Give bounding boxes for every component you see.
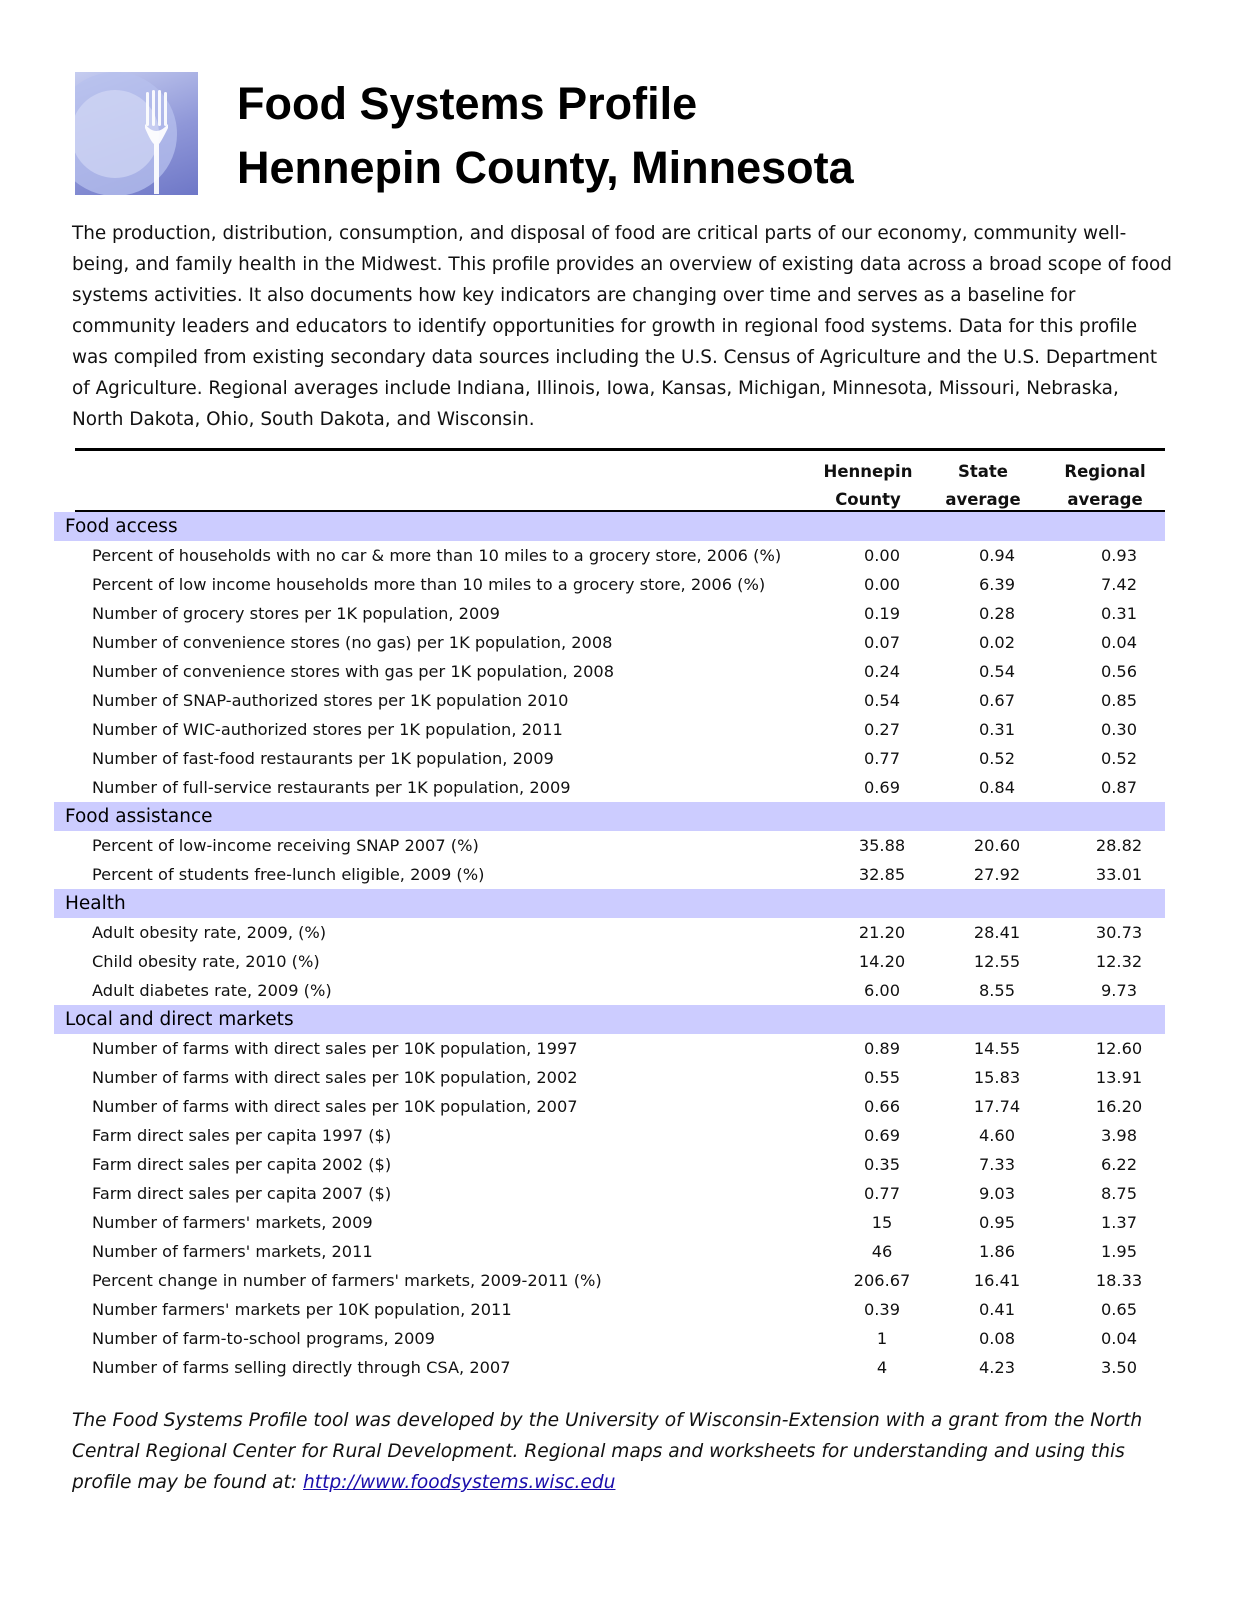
column-header-county: Hennepin County	[823, 462, 913, 509]
table-row	[54, 1179, 1165, 1208]
regional-value: 16.20	[1095, 1097, 1143, 1116]
county-value: 0.55	[863, 1068, 901, 1087]
row-label: Child obesity rate, 2010 (%)	[92, 952, 320, 971]
regional-value: 28.82	[1095, 836, 1143, 855]
regional-value: 0.04	[1100, 633, 1138, 652]
regional-value: 0.87	[1100, 778, 1138, 797]
regional-value: 6.22	[1100, 1155, 1138, 1174]
table-row	[54, 1092, 1165, 1121]
regional-value: 18.33	[1095, 1271, 1143, 1290]
table-row	[54, 1150, 1165, 1179]
data-table	[54, 512, 1165, 1382]
table-row	[54, 1353, 1165, 1382]
county-value: 15	[871, 1213, 893, 1232]
county-value: 6.00	[863, 981, 901, 1000]
regional-value: 3.98	[1100, 1126, 1138, 1145]
table-row	[54, 599, 1165, 628]
county-value: 46	[871, 1242, 893, 1261]
row-label: Number of WIC-authorized stores per 1K population, 2011	[92, 720, 563, 739]
regional-value: 1.37	[1100, 1213, 1138, 1232]
regional-value: 33.01	[1095, 865, 1143, 884]
state-value: 6.39	[978, 575, 1016, 594]
county-value: 0.54	[863, 691, 901, 710]
row-label: Percent change in number of farmers' markets, 2009-2011 (%)	[92, 1271, 602, 1290]
row-label: Number of full-service restaurants per 1K population, 2009	[92, 778, 571, 797]
county-value: 0.27	[863, 720, 901, 739]
table-row	[54, 976, 1165, 1005]
county-value: 0.35	[863, 1155, 901, 1174]
county-value: 21.20	[858, 923, 906, 942]
county-value: 0.19	[863, 604, 901, 623]
row-label: Number of convenience stores with gas per 1K population, 2008	[92, 662, 615, 681]
intro-paragraph: The production, distribution, consumption, and disposal of food are critical parts of our economy, community well-being, and family health in the Midwest. This profile provides an overview of existing data across a broad scope of food systems activities. It also documents how key indicators are changing over time and serves as a baseline for community leaders and educators to identify opportunities for growth in regional food systems. Data for this profile was compiled from existing secondary data sources including the U.S. Census of Agriculture and the U.S. Department of Agriculture. Regional averages include Indiana, Illinois, Iowa, Kansas, Michigan, Minnesota, Missouri, Nebraska, North Dakota, Ohio, South Dakota, and Wisconsin.	[72, 223, 1172, 430]
state-value: 0.95	[978, 1213, 1016, 1232]
row-label: Number of convenience stores (no gas) per 1K population, 2008	[92, 633, 613, 652]
state-value: 0.84	[978, 778, 1016, 797]
county-value: 0.24	[863, 662, 901, 681]
regional-value: 13.91	[1095, 1068, 1143, 1087]
county-value: 0.77	[863, 749, 901, 768]
state-value: 17.74	[973, 1097, 1021, 1116]
regional-value: 0.56	[1100, 662, 1138, 681]
regional-value: 3.50	[1100, 1358, 1138, 1377]
county-value: 0.00	[863, 575, 901, 594]
state-value: 16.41	[973, 1271, 1021, 1290]
section-header: Local and direct markets	[54, 1005, 1165, 1034]
county-value: 0.89	[863, 1039, 901, 1058]
row-label: Farm direct sales per capita 2007 ($)	[92, 1184, 392, 1203]
county-value: 0.77	[863, 1184, 901, 1203]
regional-value: 0.85	[1100, 691, 1138, 710]
county-value: 0.69	[863, 1126, 901, 1145]
state-value: 0.41	[978, 1300, 1016, 1319]
title-line-2: Hennepin County, Minnesota	[237, 142, 854, 193]
county-value: 0.39	[863, 1300, 901, 1319]
row-label: Number of farmers' markets, 2011	[92, 1242, 373, 1261]
row-label: Number of fast-food restaurants per 1K population, 2009	[92, 749, 554, 768]
table-row	[54, 570, 1165, 599]
row-label: Number farmers' markets per 10K population, 2011	[92, 1300, 512, 1319]
row-label: Number of farms with direct sales per 10K population, 1997	[92, 1039, 578, 1058]
state-value: 14.55	[973, 1039, 1021, 1058]
footer-text: The Food Systems Profile tool was developed by the University of Wisconsin-Extension with a grant from the North Central Regional Center for Rural Development. Regional maps and worksheets for understanding and using this profile may be found at:	[72, 1410, 1143, 1493]
county-value: 206.67	[853, 1271, 911, 1290]
state-value: 0.54	[978, 662, 1016, 681]
state-value: 4.23	[978, 1358, 1016, 1377]
top-rule	[75, 448, 1165, 451]
county-value: 0.69	[863, 778, 901, 797]
state-value: 27.92	[973, 865, 1021, 884]
section-header: Food access	[54, 512, 1165, 541]
table-row	[54, 1034, 1165, 1063]
state-value: 7.33	[978, 1155, 1016, 1174]
regional-value: 30.73	[1095, 923, 1143, 942]
county-value: 4	[876, 1358, 888, 1377]
table-row	[54, 1295, 1165, 1324]
regional-value: 12.32	[1095, 952, 1143, 971]
regional-value: 0.30	[1100, 720, 1138, 739]
footer-note	[72, 1405, 1162, 1498]
fork-plate-icon	[75, 72, 198, 195]
regional-value: 8.75	[1100, 1184, 1138, 1203]
state-value: 8.55	[978, 981, 1016, 1000]
table-row	[54, 1237, 1165, 1266]
table-row	[54, 541, 1165, 570]
state-value: 0.02	[978, 633, 1016, 652]
table-row	[54, 657, 1165, 686]
county-value: 35.88	[858, 836, 906, 855]
state-value: 4.60	[978, 1126, 1016, 1145]
row-label: Percent of students free-lunch eligible, 2009 (%)	[92, 865, 485, 884]
table-row	[54, 1121, 1165, 1150]
table-row	[54, 628, 1165, 657]
table-row	[54, 1266, 1165, 1295]
county-value: 0.66	[863, 1097, 901, 1116]
regional-value: 0.04	[1100, 1329, 1138, 1348]
row-label: Number of farmers' markets, 2009	[92, 1213, 373, 1232]
table-row	[54, 1324, 1165, 1353]
regional-value: 1.95	[1100, 1242, 1138, 1261]
regional-value: 0.65	[1100, 1300, 1138, 1319]
row-label: Farm direct sales per capita 1997 ($)	[92, 1126, 392, 1145]
regional-value: 7.42	[1100, 575, 1138, 594]
row-label: Farm direct sales per capita 2002 ($)	[92, 1155, 392, 1174]
table-row	[54, 918, 1165, 947]
state-value: 0.52	[978, 749, 1016, 768]
table-row	[54, 744, 1165, 773]
regional-value: 0.93	[1100, 546, 1138, 565]
row-label: Number of farms with direct sales per 10K population, 2007	[92, 1097, 578, 1116]
state-value: 20.60	[973, 836, 1021, 855]
state-value: 0.28	[978, 604, 1016, 623]
state-value: 9.03	[978, 1184, 1016, 1203]
row-label: Number of farms selling directly through CSA, 2007	[92, 1358, 511, 1377]
table-row	[54, 1208, 1165, 1237]
table-row	[54, 860, 1165, 889]
table-row	[54, 686, 1165, 715]
state-value: 0.67	[978, 691, 1016, 710]
state-value: 28.41	[973, 923, 1021, 942]
row-label: Percent of households with no car & more than 10 miles to a grocery store, 2006 (%)	[92, 546, 782, 565]
row-label: Percent of low-income receiving SNAP 2007 (%)	[92, 836, 479, 855]
county-value: 0.07	[863, 633, 901, 652]
section-header: Health	[54, 889, 1165, 918]
row-label: Number of farm-to-school programs, 2009	[92, 1329, 435, 1348]
page-title	[237, 72, 854, 200]
row-label: Adult obesity rate, 2009, (%)	[92, 923, 327, 942]
state-value: 0.31	[978, 720, 1016, 739]
row-label: Number of farms with direct sales per 10K population, 2002	[92, 1068, 578, 1087]
title-line-1: Food Systems Profile	[237, 78, 698, 129]
county-value: 1	[876, 1329, 888, 1348]
row-label: Percent of low income households more than 10 miles to a grocery store, 2006 (%)	[92, 575, 766, 594]
county-value: 14.20	[858, 952, 906, 971]
state-value: 15.83	[973, 1068, 1021, 1087]
state-value: 12.55	[973, 952, 1021, 971]
regional-value: 9.73	[1100, 981, 1138, 1000]
table-row	[54, 1063, 1165, 1092]
table-row	[54, 773, 1165, 802]
state-value: 0.94	[978, 546, 1016, 565]
state-value: 0.08	[978, 1329, 1016, 1348]
row-label: Number of grocery stores per 1K population, 2009	[92, 604, 500, 623]
section-header: Food assistance	[54, 802, 1165, 831]
regional-value: 12.60	[1095, 1039, 1143, 1058]
county-value: 0.00	[863, 546, 901, 565]
row-label: Number of SNAP-authorized stores per 1K population 2010	[92, 691, 569, 710]
row-label: Adult diabetes rate, 2009 (%)	[92, 981, 332, 1000]
regional-value: 0.31	[1100, 604, 1138, 623]
column-header-state: State average	[945, 462, 1021, 509]
regional-value: 0.52	[1100, 749, 1138, 768]
table-row	[54, 947, 1165, 976]
table-row	[54, 831, 1165, 860]
state-value: 1.86	[978, 1242, 1016, 1261]
column-header-regional: Regional average	[1064, 462, 1146, 509]
county-value: 32.85	[858, 865, 906, 884]
table-row	[54, 715, 1165, 744]
footer-link[interactable]: http://www.foodsystems.wisc.edu	[303, 1472, 616, 1493]
